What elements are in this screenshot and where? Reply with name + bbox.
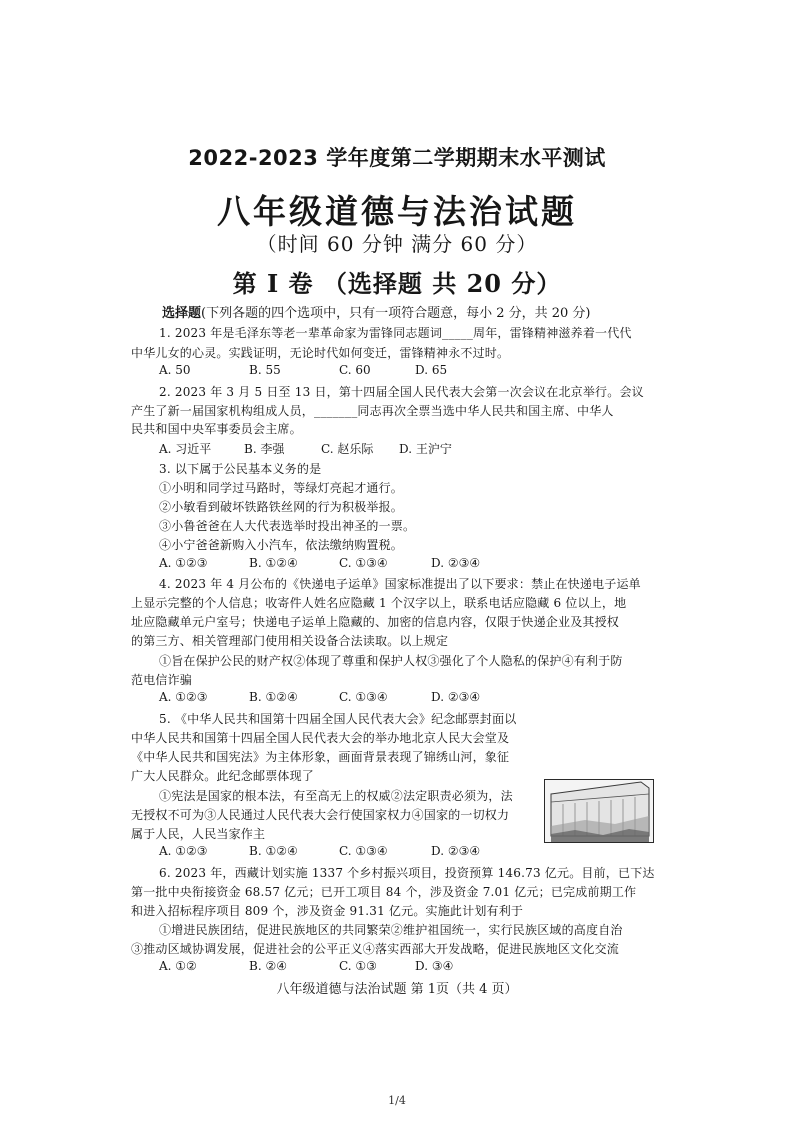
q4-option-a: A. ①②③ bbox=[159, 690, 208, 704]
q2-option-c: C. 赵乐际 bbox=[321, 442, 374, 456]
q4-option-d: D. ②③④ bbox=[431, 690, 481, 704]
q6-option-a: A. ①② bbox=[159, 959, 197, 973]
q6-line-3: 和进入招标程序项目 809 个，涉及资金 91.31 亿元。实施此计划有利于 bbox=[131, 904, 524, 918]
section-title: 第 I 卷 （选择题 共 20 分） bbox=[232, 269, 562, 298]
section-note bbox=[162, 302, 591, 321]
q6-item-line-1: ①增进民族团结，促进民族地区的共同繁荣②维护祖国统一，实行民族区域的高度自治 bbox=[159, 923, 623, 937]
paper-title: 八年级道德与法治试题 bbox=[217, 192, 577, 231]
q5-line-3: 《中华人民共和国宪法》为主体形象，画面背景表现了锦绣山河，象征 bbox=[131, 750, 510, 764]
q4-item-line-1: ①旨在保护公民的财产权②体现了尊重和保护人权③强化了个人隐私的保护④有利于防 bbox=[159, 654, 623, 668]
q5-line-1: 5. 《中华人民共和国第十四届全国人民代表大会》纪念邮票封面以 bbox=[159, 712, 517, 726]
q3-option-b: B. ①②④ bbox=[249, 556, 298, 570]
q1-line-2: 中华儿女的心灵。实践证明，无论时代如何变迁，雷锋精神永不过时。 bbox=[131, 346, 510, 360]
q3-stem: 3. 以下属于公民基本义务的是 bbox=[159, 462, 322, 476]
time-info: （时间 60 分钟 满分 60 分） bbox=[256, 232, 538, 256]
q5-option-b: B. ①②④ bbox=[249, 844, 298, 858]
q3-option-a: A. ①②③ bbox=[159, 556, 208, 570]
q5-option-d: D. ②③④ bbox=[431, 844, 481, 858]
q2-option-d: D. 王沪宁 bbox=[399, 442, 452, 456]
section-note-label: 选择题 bbox=[162, 306, 202, 321]
exam-year-title: 2022-2023 学年度第二学期期末水平测试 bbox=[188, 146, 606, 170]
q1-option-b: B. 55 bbox=[249, 363, 281, 377]
q3-item-4: ④小宁爸爸新购入小汽车，依法缴纳购置税。 bbox=[159, 538, 404, 552]
q5-line-2: 中华人民共和国第十四届全国人民代表大会的举办地北京人民大会堂及 bbox=[131, 731, 510, 745]
q6-line-2: 第一批中央衔接资金 68.57 亿元；已开工项目 84 个，涉及资金 7.01 亿元；已完成前期工作 bbox=[131, 885, 637, 899]
q6-item-line-2: ③推动区域协调发展，促进社会的公平正义④落实西部大开发战略，促进民族地区文化交流 bbox=[131, 942, 620, 956]
q1-line-1: 1. 2023 年是毛泽东等老一辈革命家为雷锋同志题词_____周年，雷锋精神滋养着一代代 bbox=[159, 326, 632, 340]
great-hall-stamp-image bbox=[544, 779, 654, 843]
q5-option-c: C. ①③④ bbox=[339, 844, 388, 858]
q6-option-c: C. ①③ bbox=[339, 959, 377, 973]
q3-item-1: ①小明和同学过马路时，等绿灯亮起才通行。 bbox=[159, 481, 404, 495]
q5-item-line-3: 属于人民，人民当家作主 bbox=[131, 827, 266, 841]
q2-line-2: 产生了新一届国家机构组成人员，_______同志再次全票当选中华人民共和国主席、中华人 bbox=[131, 404, 614, 418]
page-number: 1/4 bbox=[388, 1094, 406, 1107]
great-hall-drawing bbox=[545, 780, 653, 842]
q3-option-d: D. ②③④ bbox=[431, 556, 481, 570]
q2-line-3: 民共和国中央军事委员会主席。 bbox=[131, 422, 302, 436]
q3-item-3: ③小鲁爸爸在人大代表选举时投出神圣的一票。 bbox=[159, 519, 416, 533]
q1-option-a: A. 50 bbox=[159, 363, 191, 377]
q5-item-line-1: ①宪法是国家的根本法，有至高无上的权威②法定职责必须为，法 bbox=[159, 789, 513, 803]
q6-option-b: B. ②④ bbox=[249, 959, 287, 973]
section-note-text: (下列各题的四个选项中，只有一项符合题意，每小 2 分，共 20 分) bbox=[201, 306, 591, 321]
q3-item-2: ②小敏看到破坏铁路铁丝网的行为积极举报。 bbox=[159, 500, 404, 514]
q6-option-d: D. ③④ bbox=[415, 959, 454, 973]
q3-option-c: C. ①③④ bbox=[339, 556, 388, 570]
q4-line-3: 址应隐藏单元户室号；快递电子运单上隐藏的、加密的信息内容，仅限于快递企业及其授权 bbox=[131, 615, 620, 629]
q2-option-b: B. 李强 bbox=[244, 442, 285, 456]
q5-option-a: A. ①②③ bbox=[159, 844, 208, 858]
q5-line-4: 广大人民群众。此纪念邮票体现了 bbox=[131, 769, 315, 783]
q4-item-line-2: 范电信诈骗 bbox=[131, 673, 193, 687]
q4-option-c: C. ①③④ bbox=[339, 690, 388, 704]
q4-line-2: 上显示完整的个人信息；收寄件人姓名应隐藏 1 个汉字以上，联系电话应隐藏 6 位以上，地 bbox=[131, 596, 627, 610]
q2-option-a: A. 习近平 bbox=[159, 442, 212, 456]
q5-item-line-2: 无授权不可为③人民通过人民代表大会行使国家权力④国家的一切权力 bbox=[131, 808, 510, 822]
q4-option-b: B. ①②④ bbox=[249, 690, 298, 704]
page-footer: 八年级道德与法治试题 第 1页（共 4 页） bbox=[276, 982, 518, 997]
q2-line-1: 2. 2023 年 3 月 5 日至 13 日，第十四届全国人民代表大会第一次会议在北京举行。会议 bbox=[159, 385, 644, 399]
q4-line-1: 4. 2023 年 4 月公布的《快递电子运单》国家标准提出了以下要求：禁止在快递电子运单 bbox=[159, 577, 641, 591]
q4-line-4: 的第三方、相关管理部门使用相关设备合法读取。以上规定 bbox=[131, 634, 449, 648]
q1-option-c: C. 60 bbox=[339, 363, 371, 377]
q6-line-1: 6. 2023 年，西藏计划实施 1337 个乡村振兴项目，投资预算 146.73 亿元。目前，已下达 bbox=[159, 866, 655, 880]
q1-option-d: D. 65 bbox=[415, 363, 448, 377]
